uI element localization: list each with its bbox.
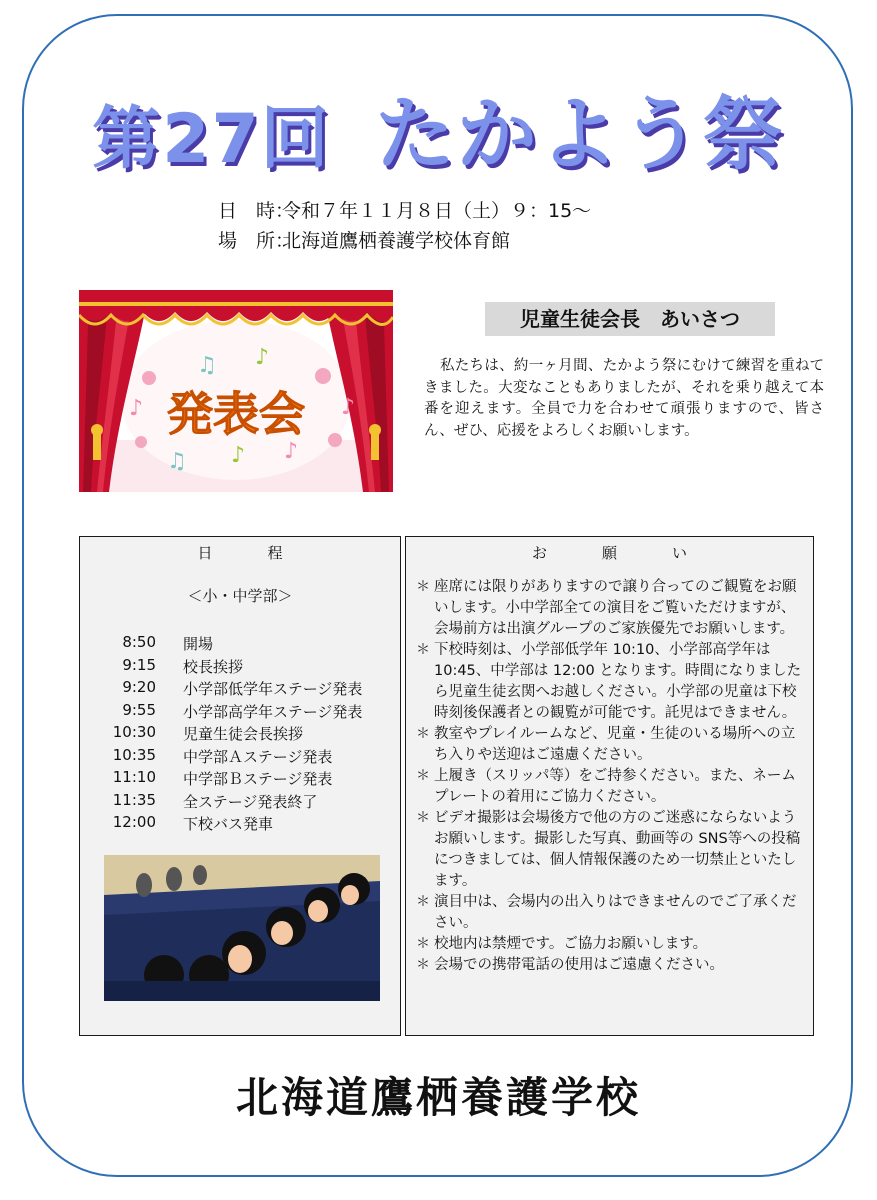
request-item: ＊ 座席には限りがありますので譲り合ってのご観覧をお願いします。小中学部全ての演目をご覧いただけますが、会場前方は出演グループのご家族優先でお願いします。 (418, 577, 808, 640)
schedule-list (80, 633, 400, 836)
schedule-time: 8:50 (122, 633, 156, 651)
schedule-time: 9:55 (122, 700, 156, 719)
page-title (0, 70, 877, 185)
schedule-row (80, 678, 400, 701)
schedule-time: 11:35 (112, 790, 156, 809)
svg-text:♪: ♪ (284, 439, 299, 464)
schedule-row (80, 633, 400, 656)
schedule-time: 10:30 (112, 723, 156, 741)
svg-text:♫: ♫ (167, 449, 187, 474)
svg-text:♪: ♪ (129, 396, 144, 421)
schedule-time: 9:15 (122, 655, 156, 674)
greeting-body: 私たちは、約一ヶ月間、たかよう祭にむけて練習を重ねてきました。大変なこともありましたが、それを乗り越えて本番を迎えます。全員で力を合わせて頑張りますので、皆さん、ぜひ、応援をよろしくお願いします。 (424, 358, 824, 439)
greeting-heading: 児童生徒会長 あいさつ (485, 302, 775, 336)
event-number: 第27回 (92, 100, 331, 179)
schedule-event: 中学部Ａステージ発表 (183, 747, 333, 766)
schedule-event: 小学部高学年ステージ発表 (183, 702, 363, 721)
event-info (218, 196, 591, 256)
date-label: 日 時： (218, 200, 295, 222)
schedule-event: 下校バス発車 (183, 815, 274, 833)
sign-text: 発表会 (167, 387, 305, 441)
schedule-row (80, 813, 400, 836)
audience-illustration (104, 855, 380, 1001)
svg-text:♪: ♪ (231, 443, 246, 468)
request-item: ＊ 校地内は禁煙です。ご協力お願いします。 (418, 934, 808, 955)
date-value: 令和７年１１月８日（土）９：15～ (282, 200, 592, 222)
event-name: たかよう祭 (374, 88, 785, 181)
requests-list (418, 577, 808, 976)
request-item: ＊ 演目中は、会場内の出入りはできませんのでご了承ください。 (418, 892, 808, 934)
schedule-event: 校長挨拶 (183, 657, 244, 676)
schedule-row (80, 701, 400, 724)
requests-heading: お 願 い (531, 544, 707, 562)
place-row (218, 226, 591, 256)
request-item: ＊ 上履き（スリッパ等）をご持参ください。また、ネームプレートの着用にご協力ください。 (418, 766, 808, 808)
schedule-row (80, 656, 400, 679)
school-name: 北海道鷹栖養護学校 (235, 1073, 641, 1122)
schedule-row (80, 723, 400, 746)
svg-text:♪: ♪ (341, 395, 356, 420)
schedule-event: 全ステージ発表終了 (183, 792, 318, 811)
svg-text:♪: ♪ (255, 345, 270, 370)
svg-text:♫: ♫ (197, 353, 217, 378)
stage-curtain-illustration (79, 290, 393, 492)
date-row (218, 196, 591, 226)
schedule-subheading: ＜小・中学部＞ (187, 587, 293, 605)
place-label: 場 所： (218, 230, 295, 252)
schedule-event: 中学部Ｂステージ発表 (183, 770, 333, 788)
schedule-time: 12:00 (112, 813, 156, 831)
requests-box (405, 536, 814, 1036)
schedule-event: 小学部低学年ステージ発表 (183, 680, 363, 698)
request-item: ＊ 下校時刻は、小学部低学年 10:10、小学部高学年は 10:45、中学部は 12:00 となります。時間になりましたら児童生徒玄関へお越しください。小学部の児童は下校時刻後保護者との観覧が可能です。託児はできません。 (418, 640, 808, 724)
schedule-time: 10:35 (112, 745, 156, 764)
request-item: ＊ 会場での携帯電話の使用はご遠慮ください。 (418, 955, 808, 976)
schedule-box (79, 536, 401, 1036)
request-item: ＊ ビデオ撮影は会場後方で他の方のご迷惑にならないようお願いします。撮影した写真、動画等の SNS等への投稿につきましては、個人情報保護のため一切禁止といたします。 (418, 808, 808, 892)
request-item: ＊ 教室やプレイルームなど、児童・生徒のいる場所への立ち入りや送迎はご遠慮ください。 (418, 724, 808, 766)
schedule-row (80, 746, 400, 769)
schedule-heading: 日 程 (197, 544, 303, 562)
schedule-row (80, 791, 400, 814)
schedule-time: 9:20 (122, 678, 156, 696)
schedule-time: 11:10 (112, 768, 156, 786)
schedule-row (80, 768, 400, 791)
place-value: 北海道鷹栖養護学校体育館 (282, 230, 511, 252)
schedule-event: 児童生徒会長挨拶 (183, 725, 304, 743)
schedule-event: 開場 (183, 635, 214, 653)
